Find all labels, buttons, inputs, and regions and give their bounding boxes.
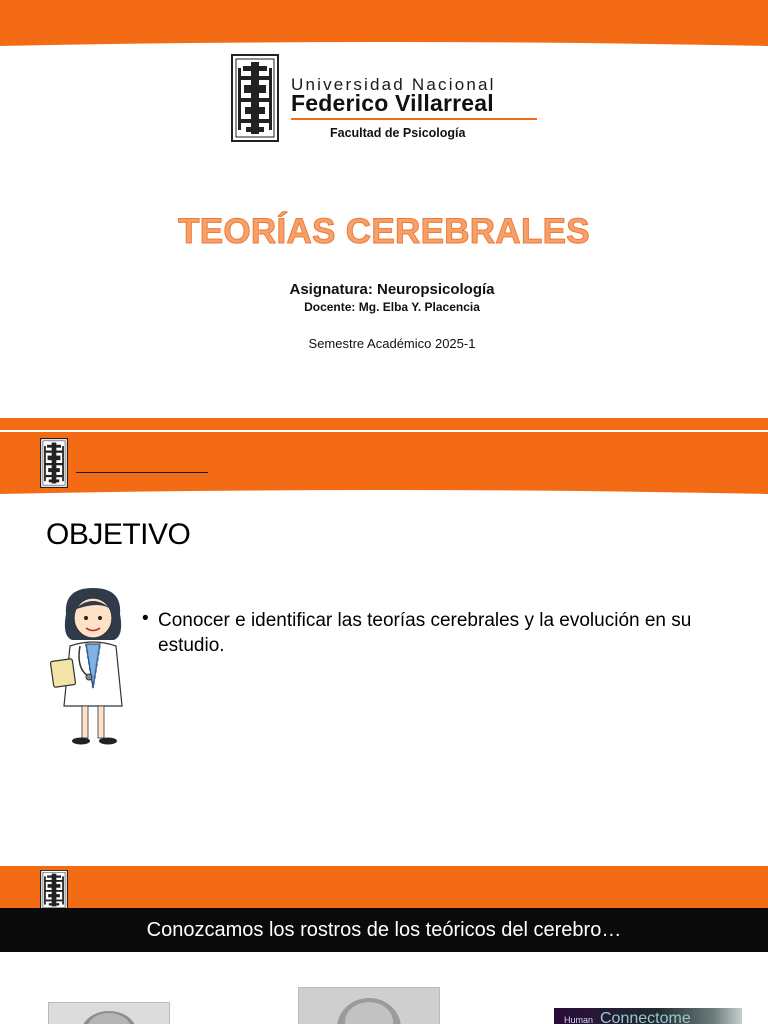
university-emblem-icon [231, 54, 279, 142]
slide-title: TEORÍAS CEREBRALES [178, 212, 590, 251]
header-orange-band [0, 866, 768, 908]
subject-label: Asignatura: Neuropsicología [289, 281, 495, 298]
top-orange-band [0, 0, 768, 50]
theorists-slide [0, 866, 768, 1024]
theorist-photo [298, 987, 440, 1024]
university-name-line1: Universidad Nacional [291, 75, 496, 94]
objective-slide [0, 432, 768, 866]
semester-label: Semestre Académico 2025-1 [308, 336, 476, 351]
header-rule [76, 472, 208, 473]
theorists-banner: Conozcamos los rostros de los teóricos del cerebro… [0, 908, 768, 952]
university-emblem-icon [40, 438, 68, 488]
connectome-big-label: Connectome [600, 1010, 691, 1024]
objective-text: Conocer e identificar las teorías cerebrales y la evolución en su estudio. [158, 610, 692, 656]
title-slide [0, 0, 768, 418]
university-name-line2: Federico Villarreal [291, 90, 494, 116]
bullet-marker: • [142, 608, 149, 629]
teacher-label: Docente: Mg. Elba Y. Placencia [304, 300, 480, 314]
theorist-photo [48, 1002, 170, 1024]
slide-separator [0, 418, 768, 430]
header-orange-band [0, 432, 768, 496]
faculty-name: Facultad de Psicología [330, 126, 466, 140]
university-rule [291, 118, 537, 120]
connectome-image [554, 1008, 742, 1024]
objective-heading: OBJETIVO [46, 518, 191, 551]
connectome-small-label: Human [564, 1015, 594, 1024]
doctor-woman-icon [48, 584, 138, 748]
university-emblem-icon [40, 870, 68, 910]
